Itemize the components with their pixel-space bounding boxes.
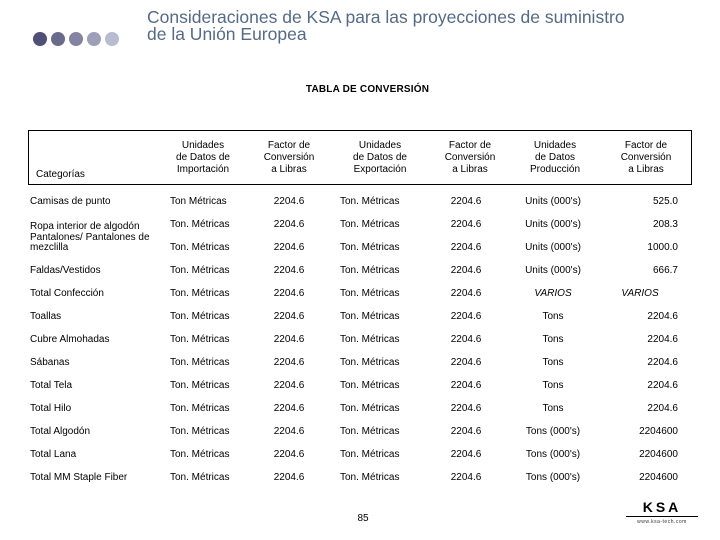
table-cell: Ton. Métricas	[170, 241, 230, 253]
slide-title	[147, 9, 707, 43]
table-cell: Total Hilo	[30, 402, 72, 414]
table-cell: 2204.6	[273, 218, 305, 230]
header-line: Categorías	[36, 169, 85, 180]
table-cell: 2204.6	[450, 356, 482, 368]
header-line: a Libras	[628, 163, 664, 175]
table-cell: Total Lana	[30, 448, 77, 460]
table-cell: Tons	[542, 402, 564, 414]
table-cell: 2204.6	[273, 241, 305, 253]
table-cell: 2204.6	[273, 402, 305, 414]
table-cell: Cubre Almohadas	[30, 333, 110, 345]
table-cell: 2204.6	[450, 287, 482, 299]
table-cell: Ton. Métricas	[170, 379, 230, 391]
table-cell: 2204.6	[273, 287, 305, 299]
table-cell: 2204.6	[273, 425, 305, 437]
header-line: Factor de	[448, 139, 492, 151]
header-line: de Datos	[534, 151, 576, 163]
table-cell: 525.0	[652, 195, 678, 207]
table-cell: Total Algodón	[30, 425, 91, 437]
table-cell: 666.7	[652, 264, 678, 276]
table-cell: Ton. Métricas	[340, 356, 400, 368]
table-row	[0, 374, 720, 397]
table-cell: 2204600	[639, 471, 678, 483]
table-cell: Ton. Métricas	[340, 448, 400, 460]
dot-1	[33, 32, 47, 46]
table-cell: Tons (000's)	[525, 448, 581, 460]
table-cell: Ton. Métricas	[340, 218, 400, 230]
table-cell: Ton. Métricas	[170, 356, 230, 368]
table-cell: Ton. Métricas	[340, 425, 400, 437]
table-row	[0, 282, 720, 305]
table-cell: 2204600	[639, 425, 678, 437]
table-cell: 2204.6	[647, 402, 678, 414]
table-cell: 2204.6	[450, 310, 482, 322]
table-cell: Ton. Métricas	[340, 333, 400, 345]
header-line: Exportación	[353, 163, 407, 175]
table-row	[0, 259, 720, 282]
header-line: Importación	[176, 163, 230, 175]
header-line: de Datos de	[353, 151, 407, 163]
table-cell: Tons	[542, 356, 564, 368]
table-cell: 2204.6	[273, 379, 305, 391]
table-cell: 2204.6	[273, 195, 305, 207]
table-cell: Ton. Métricas	[170, 218, 230, 230]
table-cell: 2204.6	[273, 264, 305, 276]
table-cell: 2204.6	[450, 264, 482, 276]
slide-title-line-1: Consideraciones de KSA para las proyecciones de suministro	[147, 7, 625, 27]
table-cell: 2204.6	[450, 448, 482, 460]
table-cell: 2204.6	[450, 333, 482, 345]
table-cell: 2204.6	[273, 310, 305, 322]
table-cell: Tons	[542, 333, 564, 345]
table-cell: 2204.6	[450, 241, 482, 253]
table-cell: Toallas	[30, 310, 62, 322]
table-cell: 2204600	[639, 448, 678, 460]
table-row	[0, 443, 720, 466]
header-line: Unidades	[358, 139, 402, 151]
dot-4	[87, 32, 101, 46]
header-line: Conversión	[444, 151, 496, 163]
table-cell: Ton. Métricas	[340, 241, 400, 253]
logo-text: KSA	[642, 499, 682, 515]
table-cell: Ton. Métricas	[340, 195, 400, 207]
header-unidades-exportacion	[330, 130, 430, 185]
header-line: a Libras	[271, 163, 307, 175]
table-row	[0, 232, 720, 259]
table-cell: Total MM Staple Fiber	[30, 471, 128, 483]
header-line: de Datos de	[176, 151, 230, 163]
table-cell: Ton. Métricas	[340, 379, 400, 391]
table-row	[0, 466, 720, 489]
table-cell: Camisas de punto	[30, 195, 111, 207]
table-cell: 2204.6	[450, 379, 482, 391]
table-row	[0, 420, 720, 443]
table-cell: Ton. Métricas	[340, 402, 400, 414]
table-row	[0, 328, 720, 351]
logo-url: www.ksa-tech.com	[637, 519, 687, 525]
table-cell: Ton Métricas	[170, 195, 227, 207]
table-cell: Units (000's)	[525, 264, 581, 276]
table-cell: Ton. Métricas	[340, 287, 400, 299]
table-cell: 2204.6	[450, 471, 482, 483]
table-cell: 2204.6	[450, 195, 482, 207]
table-cell: Total Confección	[30, 287, 104, 299]
table-cell: 2204.6	[647, 379, 678, 391]
table-cell: Ton. Métricas	[340, 471, 400, 483]
table-cell: 2204.6	[450, 218, 482, 230]
header-line: Unidades	[533, 139, 577, 151]
table-cell: 2204.6	[647, 333, 678, 345]
header-line: Conversión	[620, 151, 672, 163]
decorative-dots	[33, 32, 119, 46]
table-cell: Ton. Métricas	[170, 310, 230, 322]
table-cell: Ton. Métricas	[340, 310, 400, 322]
table-row	[0, 190, 720, 213]
table-cell: 2204.6	[450, 402, 482, 414]
table-cell: 2204.6	[273, 356, 305, 368]
page-number: 85	[357, 513, 369, 524]
table-title: TABLA DE CONVERSIÓN	[305, 84, 430, 95]
table-cell: 2204.6	[647, 310, 678, 322]
table-cell: 2204.6	[647, 356, 678, 368]
slide-title-line-2: de la Unión Europea	[147, 24, 307, 44]
table-cell: Ton. Métricas	[170, 287, 230, 299]
table-cell: Faldas/Vestidos	[30, 264, 101, 276]
table-cell: Tons	[542, 379, 564, 391]
dot-5	[105, 32, 119, 46]
table-cell: Ton. Métricas	[170, 425, 230, 437]
table-cell: Tons (000's)	[525, 425, 581, 437]
header-line: Factor de	[624, 139, 668, 151]
header-factor-importacion	[248, 130, 330, 185]
header-unidades-importacion	[158, 130, 248, 185]
table-cell: Ton. Métricas	[170, 264, 230, 276]
header-categorias	[28, 130, 158, 185]
header-line: a Libras	[452, 163, 488, 175]
header-line: Unidades	[181, 139, 225, 151]
dot-3	[69, 32, 83, 46]
table-cell: 208.3	[652, 218, 678, 230]
table-cell: VARIOS	[534, 287, 572, 299]
table-cell: Tons (000's)	[525, 471, 581, 483]
header-line: Producción	[529, 163, 581, 175]
table-cell: Total Tela	[30, 379, 73, 391]
table-cell: 2204.6	[273, 333, 305, 345]
table-row	[0, 305, 720, 328]
table-cell: Ton. Métricas	[170, 448, 230, 460]
header-factor-produccion	[600, 130, 692, 185]
table-cell: VARIOS	[621, 287, 659, 299]
table-cell: Units (000's)	[525, 218, 581, 230]
table-row	[0, 351, 720, 374]
table-cell: 2204.6	[273, 448, 305, 460]
table-cell: 2204.6	[450, 425, 482, 437]
header-factor-exportacion	[430, 130, 510, 185]
table-cell: Ton. Métricas	[170, 402, 230, 414]
table-cell: Ton. Métricas	[170, 471, 230, 483]
header-unidades-produccion	[510, 130, 600, 185]
table-cell: Sábanas	[30, 356, 70, 368]
dot-2	[51, 32, 65, 46]
table-cell: Units (000's)	[525, 241, 581, 253]
table-cell: Ropa interior de algodón	[30, 221, 140, 232]
table-cell: Ton. Métricas	[340, 264, 400, 276]
header-line: Conversión	[263, 151, 315, 163]
table-cell: Units (000's)	[525, 195, 581, 207]
logo-divider	[626, 516, 698, 517]
ksa-logo	[626, 499, 698, 525]
table-row	[0, 397, 720, 420]
table-cell: Ton. Métricas	[170, 333, 230, 345]
table-cell: Tons	[542, 310, 564, 322]
table-cell: Pantalones/ Pantalones de mezclilla	[30, 232, 150, 253]
header-line: Factor de	[267, 139, 311, 151]
table-cell: 1000.0	[647, 241, 678, 253]
table-cell: 2204.6	[273, 471, 305, 483]
